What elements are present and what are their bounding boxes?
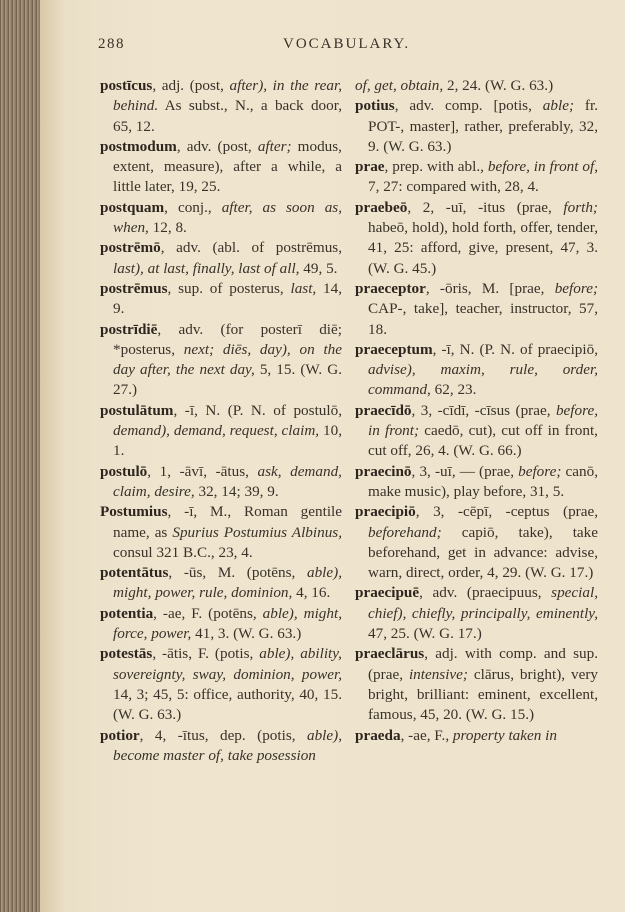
grammar-text: , -ae, F. (potēns,: [153, 604, 263, 622]
dictionary-entry: [355, 644, 598, 725]
entry-detail: 47, 25. (W. G. 17.): [368, 625, 482, 643]
headword: potentia: [100, 604, 154, 622]
entry-detail: consul 321 B.C., 23, 4.: [113, 543, 253, 561]
grammar-text: , 2, -uī, -itus (prae,: [407, 198, 564, 216]
grammar-text: , sup. of posterus,: [167, 279, 291, 297]
page-number: 288: [98, 36, 125, 52]
dictionary-entry: [100, 644, 342, 725]
headword: praecipuē: [355, 584, 420, 602]
dictionary-entry: [100, 238, 342, 279]
entry-detail: capiō, take), take beforehand, get in advance: advise, warn, direct, order, 4, 29. (W. G. 17.): [368, 523, 598, 582]
entry-detail: habeō, hold), hold forth, offer, tender, 41, 25: afford, give, present, 47, 3. (W. G. 45.): [368, 219, 598, 277]
grammar-text: , -ī, M., Roman gentile name, as: [113, 503, 342, 541]
grammar-text: , adj. with comp. and sup. (prae,: [368, 645, 598, 683]
headword: praecīdō: [355, 401, 412, 419]
headword: postquam: [100, 198, 165, 216]
grammar-text: , 3, -cīdī, -cīsus (prae,: [411, 401, 556, 419]
headword: potestās: [100, 645, 153, 663]
dictionary-entry: [355, 401, 598, 462]
dictionary-entry: [100, 604, 342, 645]
headword: praeda: [355, 726, 401, 744]
meaning-text: before;: [518, 462, 562, 480]
meaning-text: last,: [290, 279, 317, 297]
meaning-text: after), in the rear, behind.: [113, 77, 342, 115]
entry-detail: fr. POT-, master], rather, preferably, 32, 9. (W. G. 63.): [368, 97, 598, 155]
headword: praecipiō: [355, 503, 416, 521]
meaning-text: able), become master of, take posession: [113, 726, 342, 764]
dictionary-entry: [355, 462, 598, 503]
entry-detail: 12, 8.: [148, 219, 187, 237]
meaning-text: advise), maxim, rule, order, command,: [368, 361, 598, 399]
grammar-text: , conj.,: [164, 198, 222, 216]
dictionary-entry: [355, 157, 598, 198]
grammar-text: , -ūs, M. (potēns,: [168, 564, 307, 582]
headword: postulō: [100, 462, 148, 480]
dictionary-entry: [355, 502, 598, 583]
entry-detail: modus, extent, measure), after a while, a little later, 19, 25.: [113, 137, 342, 196]
grammar-text: , adv. comp. [potis,: [394, 97, 543, 115]
entry-detail: 49, 5.: [299, 259, 338, 277]
dictionary-entry: [355, 279, 598, 340]
headword: praeceptum: [355, 340, 433, 358]
grammar-text: , adv. (praecipuus,: [419, 584, 552, 602]
headword: postrēmō: [100, 239, 161, 257]
meaning-text: Spurius Postumius Albinus,: [172, 523, 342, 541]
dictionary-entry: [100, 279, 342, 320]
grammar-text: , -ī, N. (P. N. of postulō,: [173, 401, 342, 419]
meaning-text: forth;: [563, 198, 598, 216]
grammar-text: , -ī, N. (P. N. of praecipiō,: [432, 340, 598, 358]
meaning-text: able), might, power, rule, dominion,: [113, 564, 342, 602]
headword: potentātus: [100, 564, 169, 582]
meaning-text: special, chief), chiefly, principally, eminently,: [368, 584, 598, 622]
dictionary-entry: [100, 137, 342, 198]
entry-detail: canō, make music), play before, 31, 5.: [368, 462, 599, 500]
meaning-text: before, in front;: [368, 401, 598, 440]
entry-detail: 32, 14; 39, 9.: [194, 482, 279, 500]
dictionary-entry: [100, 502, 342, 563]
headword: praeclārus: [355, 645, 425, 663]
dictionary-entry: [355, 583, 598, 644]
entry-detail: 5, 15. (W. G. 27.): [113, 361, 342, 399]
meaning-text: after, as soon as, when,: [113, 198, 342, 237]
dictionary-entry: [355, 340, 598, 401]
dictionary-entry: [100, 563, 342, 604]
dictionary-entry: [100, 320, 342, 401]
headword: prae: [355, 158, 385, 176]
headword: postīcus: [100, 77, 153, 94]
dictionary-entry: [355, 76, 598, 96]
right-column: [355, 76, 598, 746]
headword: potior: [100, 726, 140, 744]
grammar-text: , 4, -ītus, dep. (potis,: [139, 726, 307, 744]
grammar-text: , -ōris, M. [prae,: [425, 279, 555, 297]
meaning-text: ask, demand, claim, desire,: [113, 462, 342, 500]
entry-detail: caedō, cut), cut off in front, cut off, 26, 4. (W. G. 66.): [368, 422, 598, 460]
meaning-text: beforehand;: [368, 523, 442, 541]
headword: postmodum: [100, 137, 177, 155]
meaning-text: able;: [542, 97, 575, 115]
headword: praebeō: [355, 198, 408, 216]
headword: postulātum: [100, 401, 174, 419]
entry-detail: 2, 24. (W. G. 63.): [443, 77, 554, 94]
meaning-text: demand), demand, request, claim,: [113, 422, 320, 440]
headword: potius: [355, 97, 395, 115]
grammar-text: , adv. (for posterī diē; *posterus,: [113, 320, 342, 358]
grammar-text: , 3, -cēpī, -ceptus (prae,: [415, 503, 598, 521]
meaning-text: before;: [554, 279, 598, 297]
page-title: VOCABULARY.: [283, 36, 411, 52]
headword: postrēmus: [100, 279, 168, 297]
dictionary-entry: [100, 726, 342, 767]
entry-detail: CAP-, take], teacher, instructor, 57, 18.: [368, 300, 598, 338]
entry-detail: 62, 23.: [430, 381, 477, 399]
dictionary-entry: [100, 462, 342, 503]
headword: praecinō: [355, 462, 412, 480]
grammar-text: , -ae, F.,: [400, 726, 453, 744]
dictionary-entry: [100, 76, 342, 137]
entry-detail: 14, 3; 45, 5: office, authority, 40, 15. (W. G. 63.): [113, 685, 342, 724]
grammar-text: , adv. (post,: [176, 137, 258, 155]
book-page-edge: [0, 0, 40, 912]
grammar-text: , prep. with abl.,: [384, 158, 488, 176]
entry-detail: clārus, bright), very bright, brilliant: eminent, excellent, famous, 45, 20. (W. G. 15.): [368, 665, 598, 724]
grammar-text: , -ātis, F. (potis,: [152, 645, 260, 663]
entry-detail: 7, 27: compared with, 28, 4.: [368, 178, 539, 196]
page-header: [98, 36, 568, 58]
grammar-text: , adj. (post,: [152, 77, 230, 94]
meaning-text: after;: [257, 137, 292, 155]
entry-detail: 4, 16.: [292, 584, 331, 602]
dictionary-entry: [355, 726, 598, 746]
meaning-text: able), might, force, power,: [113, 604, 342, 643]
headword: Postumius: [100, 503, 168, 521]
entry-detail: 10, 1.: [113, 422, 342, 460]
entry-detail: As subst., N., a back door, 65, 12.: [113, 97, 342, 135]
meaning-text: last), at last, finally, last of all,: [113, 259, 300, 277]
left-column: [100, 76, 342, 766]
meaning-text: next; diēs, day), on the day after, the next day,: [113, 340, 342, 379]
dictionary-entry: [100, 198, 342, 239]
meaning-text: intensive;: [408, 665, 468, 683]
meaning-text: before, in front of,: [487, 158, 598, 176]
dictionary-entry: [355, 96, 598, 157]
dictionary-entry: [355, 198, 598, 279]
meaning-text: property taken in: [452, 726, 557, 744]
grammar-text: , 3, -uī, — (prae,: [411, 462, 519, 480]
entry-detail: 14, 9.: [113, 279, 343, 318]
grammar-text: , adv. (abl. of postrēmus,: [160, 239, 342, 257]
headword: praeceptor: [355, 279, 426, 297]
grammar-text: , 1, -āvī, -ātus,: [147, 462, 258, 480]
dictionary-entry: [100, 401, 342, 462]
meaning-text: able), ability, sovereignty, sway, dominion, power,: [113, 645, 342, 683]
entry-detail: 41, 3. (W. G. 63.): [191, 625, 302, 643]
headword: postrīdiē: [100, 320, 158, 338]
meaning-text: of, get, obtain,: [355, 77, 444, 94]
